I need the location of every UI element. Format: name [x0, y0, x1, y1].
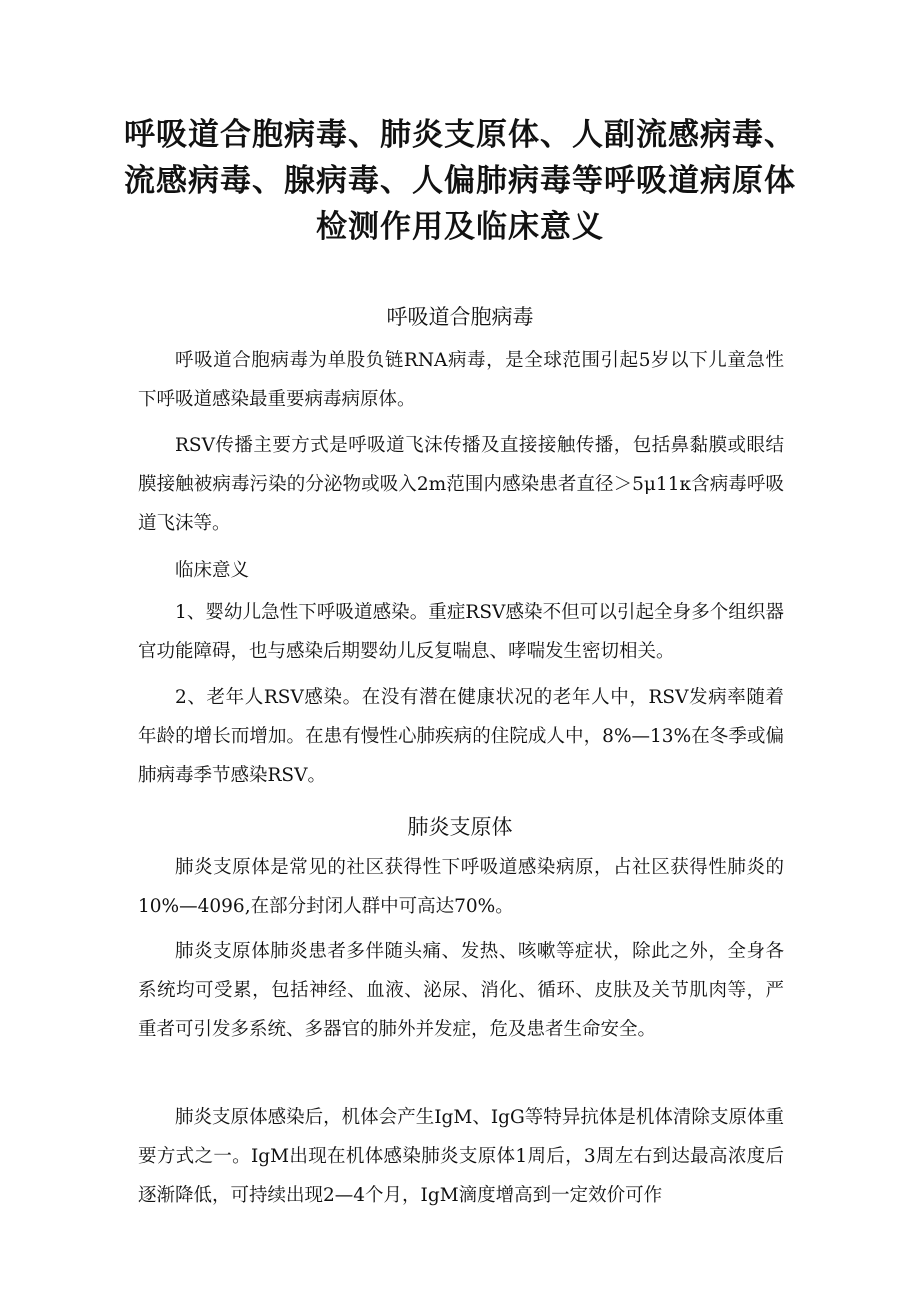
paragraph-subheading: 临床意义 [175, 560, 250, 581]
paragraph: 肺炎支原体是常见的社区获得性下呼吸道感染病原，占社区获得性肺炎的10%—4096,在部分封闭人群中可高达70%。 [138, 857, 784, 917]
section-heading-rsv: 呼吸道合胞病毒 [386, 305, 534, 329]
section-heading-mycoplasma: 肺炎支原体 [407, 815, 513, 839]
paragraph: 肺炎支原体感染后，机体会产生IgM、IgG等特异抗体是机体清除支原体重要方式之一。IgM出现在机体感染肺炎支原体1周后，3周左右到达最高浓度后逐渐降低，可持续出现2—4个月，IgM滴度增高到一定效价可作 [138, 1107, 784, 1206]
paragraph: 肺炎支原体肺炎患者多伴随头痛、发热、咳嗽等症状，除此之外，全身各系统均可受累，包括神经、血液、泌尿、消化、循环、皮肤及关节肌肉等，严重者可引发多系统、多器官的肺外并发症，危及患者生命安全。 [138, 941, 784, 1040]
document-title: 呼吸道合胞病毒、肺炎支原体、人副流感病毒、流感病毒、腺病毒、人偏肺病毒等呼吸道病原体检测作用及临床意义 [124, 117, 796, 245]
paragraph: RSV传播主要方式是呼吸道飞沫传播及直接接触传播，包括鼻黏膜或眼结膜接触被病毒污染的分泌物或吸入2m范围内感染患者直径＞5μ11κ含病毒呼吸道飞沫等。 [138, 435, 784, 534]
paragraph: 2、老年人RSV感染。在没有潜在健康状况的老年人中，RSV发病率随着年龄的增长而增加。在患有慢性心肺疾病的住院成人中，8%—13%在冬季或偏肺病毒季节感染RSV。 [138, 687, 784, 786]
paragraph: 1、婴幼儿急性下呼吸道感染。重症RSV感染不但可以引起全身多个组织器官功能障碍，也与感染后期婴幼儿反复喘息、哮喘发生密切相关。 [138, 602, 784, 662]
paragraph: 呼吸道合胞病毒为单股负链RNA病毒，是全球范围引起5岁以下儿童急性下呼吸道感染最重要病毒病原体。 [138, 350, 784, 410]
